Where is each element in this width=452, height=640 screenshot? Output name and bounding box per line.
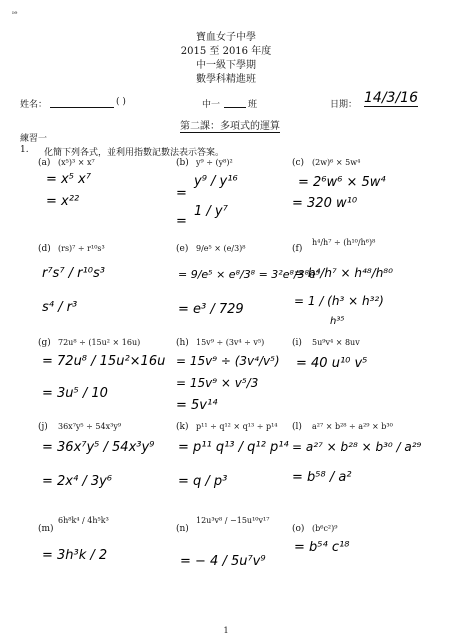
name-paren: ( ) <box>116 97 126 107</box>
item-work-d-1: r⁷s⁷ / r¹⁰s³ <box>42 266 105 281</box>
item-label-f: (f) <box>292 244 303 254</box>
item-expr-l: a²⁷ × b²⁸ ÷ a²⁹ × b³⁰ <box>312 422 393 431</box>
question-number: 1. <box>20 145 29 155</box>
item-label-k: (k) <box>176 422 189 432</box>
item-work-f-1: = h⁴/h⁷ × h⁴⁸/h⁸⁰ <box>294 266 393 280</box>
item-label-a: (a) <box>38 158 51 168</box>
item-work-o-1: = b⁵⁴ c¹⁸ <box>294 540 350 555</box>
item-expr-d: (rs)⁷ ÷ r¹⁰s³ <box>58 244 105 253</box>
item-work-e-2: = e³ / 729 <box>178 302 244 317</box>
item-label-m: (m) <box>38 524 54 534</box>
item-work-a-1: = x⁵ x⁷ <box>46 172 91 187</box>
class-blank <box>224 97 246 108</box>
item-expr-b: y⁹ ÷ (y⁸)² <box>196 158 233 167</box>
item-work-h-2: = 15v⁹ × v⁵/3 <box>176 376 259 390</box>
item-work-b-1: y⁹ / y¹⁶ <box>194 174 238 189</box>
corner-mark: ᶦᵉ <box>12 10 18 20</box>
item-expr-h: 15v⁹ ÷ (3v⁴ ÷ v⁵) <box>196 338 265 347</box>
item-work-b-eq1: = <box>176 186 187 201</box>
item-expr-i: 5u⁹v⁴ × 8uv <box>312 338 360 347</box>
item-label-l: (l) <box>292 422 302 432</box>
item-work-l-2: = b⁵⁸ / a² <box>292 470 352 485</box>
school-name: 寶血女子中學 <box>196 32 256 43</box>
item-work-c-2: = 320 w¹⁰ <box>292 196 358 211</box>
item-work-g-2: = 3u⁵ / 10 <box>42 386 108 401</box>
item-label-b: (b) <box>176 158 189 168</box>
class-label: 中一 <box>202 100 221 110</box>
item-label-d: (d) <box>38 244 51 254</box>
item-expr-j: 36x⁷y⁵ ÷ 54x³y⁹ <box>58 422 122 431</box>
item-expr-a: (x⁵)³ × x⁷ <box>58 158 95 167</box>
item-work-g-1: = 72u⁸ / 15u²×16u <box>42 354 166 369</box>
item-label-e: (e) <box>176 244 189 254</box>
item-label-n: (n) <box>176 524 189 534</box>
item-work-i-1: = 40 u¹⁰ v⁵ <box>296 356 368 371</box>
item-work-n-1: = − 4 / 5u⁷v⁹ <box>180 554 266 569</box>
item-work-j-2: = 2x⁴ / 3y⁶ <box>42 474 113 489</box>
item-label-o: (o) <box>292 524 305 534</box>
item-work-m-1: = 3h³k / 2 <box>42 548 108 563</box>
item-expr-f: h⁴/h⁷ ÷ (h¹⁰/h⁶)⁸ <box>312 238 376 247</box>
item-label-j: (j) <box>38 422 48 432</box>
subject: 數學科精進班 <box>196 74 256 85</box>
item-work-h-1: = 15v⁹ ÷ (3v⁴/v⁵) <box>176 354 280 368</box>
item-work-c-1: = 2⁶w⁶ × 5w⁴ <box>298 175 386 190</box>
name-blank <box>50 97 114 108</box>
item-work-f-3: h³⁵ <box>330 316 345 327</box>
item-label-g: (g) <box>38 338 51 348</box>
item-expr-e: 9/e⁵ × (e/3)⁸ <box>196 244 246 253</box>
item-work-d-2: s⁴ / r³ <box>42 300 78 315</box>
school-year: 2015 至 2016 年度 <box>180 46 272 57</box>
date-value: 14/3/16 <box>364 90 418 106</box>
question-text: 化簡下列各式，並利用指數記數法表示答案。 <box>44 148 225 158</box>
item-work-k-1: = p¹¹ q¹³ / q¹² p¹⁴ <box>178 440 289 455</box>
name-label: 姓名： <box>20 100 48 110</box>
item-work-l-1: = a²⁷ × b²⁸ × b³⁰ / a²⁹ <box>292 440 422 454</box>
term: 中一級下學期 <box>196 60 256 71</box>
class-suffix: 班 <box>248 100 258 110</box>
item-expr-n: 12u³v⁸ / −15u¹⁰v¹⁷ <box>196 516 270 525</box>
exercise-label: 練習一 <box>20 134 48 144</box>
item-work-h-3: = 5v¹⁴ <box>176 398 218 413</box>
item-label-c: (c) <box>292 158 305 168</box>
item-work-b-eq2: = <box>176 214 187 229</box>
item-expr-m: 6h⁸k⁴ / 4h⁵k³ <box>58 516 109 525</box>
item-work-f-2: = 1 / (h³ × h³²) <box>294 294 384 308</box>
item-expr-o: (b⁶c²)⁹ <box>312 524 338 533</box>
item-work-j-1: = 36x⁷y⁵ / 54x³y⁹ <box>42 440 155 455</box>
item-work-b-2: 1 / y⁷ <box>194 204 228 219</box>
item-expr-c: (2w)⁶ × 5w⁴ <box>312 158 361 167</box>
page-number: 1 <box>223 626 229 635</box>
item-work-e-1: = 9/e⁵ × e⁸/3⁸ = 3²e⁸/3⁸e⁵ <box>178 268 321 281</box>
item-label-h: (h) <box>176 338 189 348</box>
date-label: 日期： <box>330 100 358 110</box>
item-expr-k: p¹¹ ÷ q¹² × q¹³ ÷ p¹⁴ <box>196 422 278 431</box>
item-expr-g: 72u⁸ ÷ (15u² × 16u) <box>58 338 141 347</box>
lesson-title: 第二課：多項式的運算 <box>180 117 280 133</box>
item-work-k-2: = q / p³ <box>178 474 228 489</box>
item-label-i: (i) <box>292 338 302 348</box>
item-work-a-2: = x²² <box>46 194 80 209</box>
